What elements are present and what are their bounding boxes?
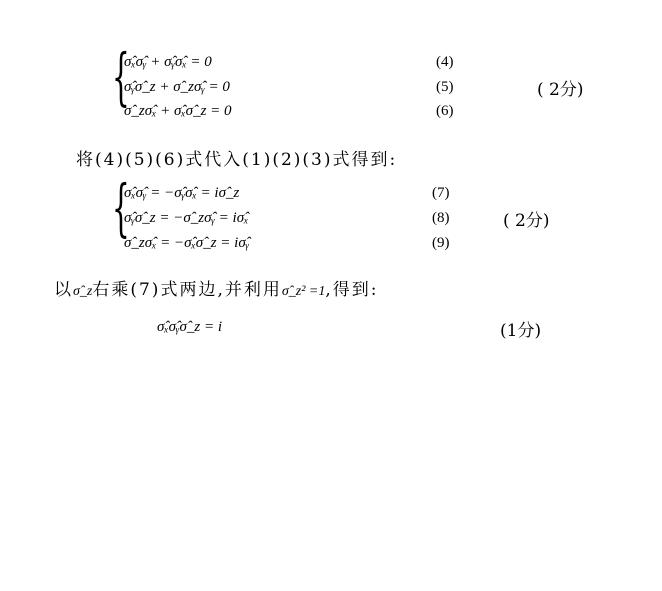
equation-number-9: (9)	[432, 235, 450, 251]
sentence-middle: 右乘(7)式两边,并利用	[92, 280, 282, 300]
equation-number-7: (7)	[432, 185, 450, 201]
score-final: (1分)	[500, 321, 542, 341]
score-block1: ( 2分)	[537, 80, 584, 100]
sentence-multiply	[54, 275, 378, 300]
equation-5: σ̂ᵧσ̂_z + σ̂_zσ̂ᵧ = 0	[124, 79, 230, 95]
equation-8: σ̂ᵧσ̂_z = −σ̂_zσ̂ᵧ = iσ̂ₓ	[124, 210, 249, 226]
equation-number-8: (8)	[432, 210, 450, 226]
left-brace-block1: {	[112, 40, 130, 113]
equation-number-5: (5)	[436, 79, 454, 95]
sentence-substitute: 将(4)(5)(6)式代入(1)(2)(3)式得到:	[76, 150, 398, 170]
sentence-prefix: 以	[54, 280, 73, 300]
left-brace-block2: {	[112, 171, 130, 244]
equation-6: σ̂_zσ̂ₓ + σ̂ₓσ̂_z = 0	[124, 103, 232, 119]
equation-number-4: (4)	[436, 54, 454, 70]
sigma-z-operator: σ̂_z	[73, 284, 93, 299]
score-block2: ( 2分)	[503, 211, 550, 231]
sentence-suffix: ,得到:	[325, 280, 379, 300]
final-equation: σ̂ₓσ̂ᵧσ̂_z = i	[157, 319, 223, 335]
equation-7: σ̂ₓσ̂ᵧ = −σ̂ᵧσ̂ₓ = iσ̂_z	[124, 185, 240, 201]
equation-number-6: (6)	[436, 103, 454, 119]
equation-4: σ̂ₓσ̂ᵧ + σ̂ᵧσ̂ₓ = 0	[124, 54, 212, 70]
equation-9: σ̂_zσ̂ₓ = −σ̂ₓσ̂_z = iσ̂ᵧ	[124, 235, 250, 251]
sigma-z-squared-identity: σ̂_z² =1	[281, 284, 326, 299]
